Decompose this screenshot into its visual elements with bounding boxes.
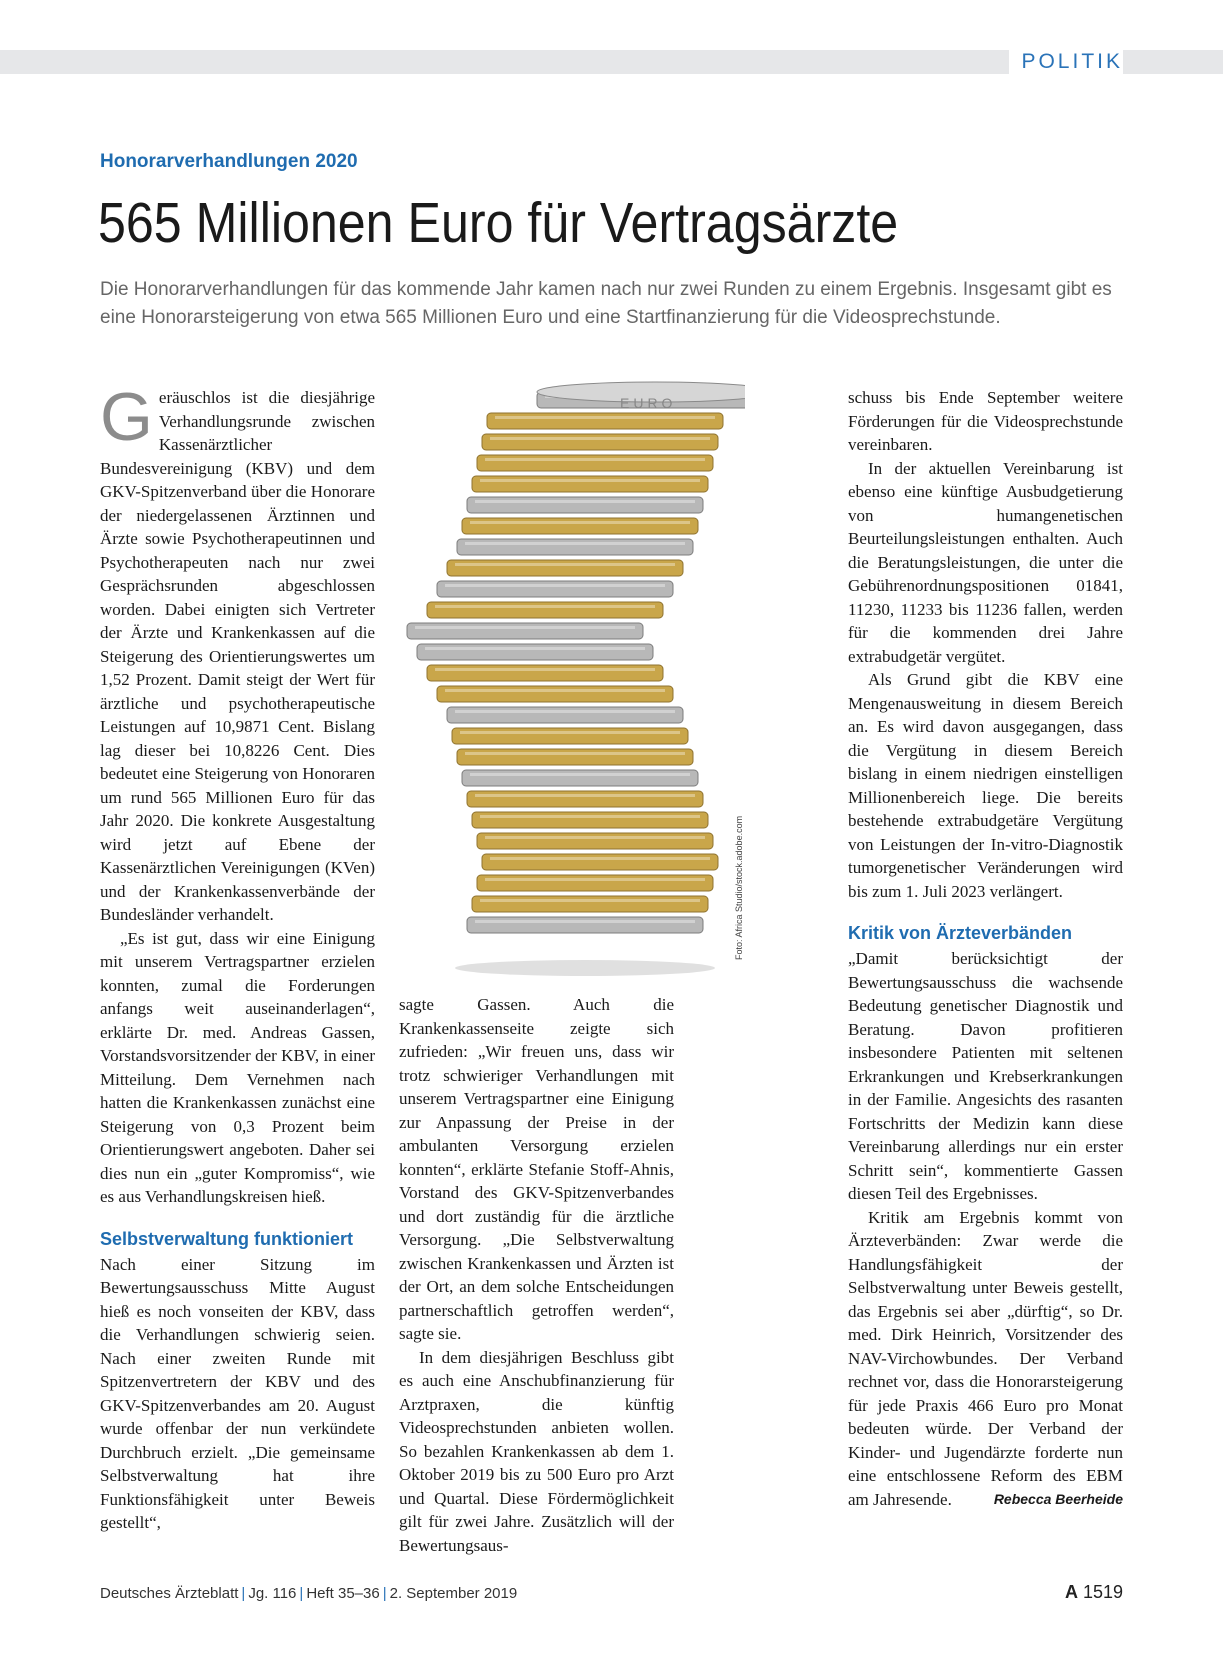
coin-highlight	[495, 416, 715, 419]
coin-edge	[482, 434, 718, 450]
coin-edge	[452, 728, 688, 744]
coin-highlight	[435, 668, 655, 671]
coin-edge	[407, 623, 643, 639]
paragraph: „Es ist gut, dass wir eine Einigung mit unserem Vertragspartner erzielen konnten, zumal die Forderungen anfangs weit auseinanderlagen“, erklärte Dr. med. Andreas Gassen, Vorstandsvorsitzender der KBV, in einer Mitteilung. Dem Vernehmen nach hatten die Krankenkassen zunächst eine Steigerung von 0,3 Prozent beim Orientierungswert angeboten. Daher sei dies nun ein „guter Kompromiss“, wie es aus Verhandlungskreisen hieß.	[100, 928, 375, 1206]
coin-highlight	[465, 752, 685, 755]
coin-edge	[472, 476, 708, 492]
page-number: A 1519	[1064, 1582, 1123, 1602]
coin-stack-photo	[405, 380, 745, 980]
coin-highlight	[480, 899, 700, 902]
article-kicker: Honorarverhandlungen 2020	[100, 151, 358, 172]
coin-edge	[427, 602, 663, 618]
paragraph: schuss bis Ende September weitere Förderungen für die Videosprechstunde vereinbaren.	[848, 388, 1123, 454]
coin-highlight	[445, 689, 665, 692]
coin-highlight	[455, 563, 675, 566]
coin-highlight	[490, 437, 710, 440]
article-column-2	[399, 993, 674, 1557]
coin-highlight	[480, 479, 700, 482]
footer-date: 2. September 2019	[389, 1585, 518, 1602]
coin-highlight	[460, 731, 680, 734]
coin-edge	[467, 917, 703, 933]
coin-highlight	[415, 626, 635, 629]
paragraph: Geräuschlos ist die diesjährige Verhandlungsrunde zwischen Kassenärztlicher Bundesvereinigung (KBV) und dem GKV-Spitzenverband über die Honorare der niedergelassenen Ärztinnen und Ärzte sowie Psychotherapeutinnen und Psychotherapeuten nach nur zwei Gesprächsrunden abgeschlossen worden. Dabei einigten sich Vertreter der Ärzte und Krankenkassen auf die Steigerung des Orientierungswertes um 1,52 Prozent. Damit steigt der Wert für ärztliche und psychotherapeutische Leistungen auf 10,9871 Cent. Bislang lag dieser bei 10,8226 Cent. Dies bedeutet eine Steigerung von Honoraren um rund 565 Millionen Euro für das Jahr 2020. Die konkrete Ausgestaltung wird jetzt auf Ebene der Kassenärztlichen Vereinigungen (KVen) und der Krankenkassenverbände der Bundesländer verhandelt.	[100, 379, 375, 924]
coin-highlight	[445, 584, 665, 587]
paragraph: Als Grund gibt die KBV eine Mengenausweitung in diesem Bereich an. Es wird davon ausgegangen, dass die Vergütung in diesem Bereich bislang in einem niedrigen einstelligen Millionenbereich liege. Die bereits bestehende extrabudgetäre Vergütung von Leistungen der In-vitro-Diagnostik tumorgenetischer Veränderungen wird bis zum 1. Juli 2023 verlängert.	[848, 670, 1123, 901]
coin-edge	[472, 812, 708, 828]
subheading-kritik: Kritik von Ärzteverbänden	[848, 923, 1073, 943]
coin-edge	[482, 854, 718, 870]
coin-highlight	[470, 773, 690, 776]
coin-edge	[462, 770, 698, 786]
coin-edge	[477, 455, 713, 471]
coin-highlight	[475, 920, 695, 923]
paragraph: In dem diesjährigen Beschluss gibt es auch eine Anschubfinanzierung für Arztpraxen, die künftig Videosprechstunden anbieten wollen. So bezahlen Krankenkassen ab dem 1. Oktober 2019 bis zu 500 Euro pro Arzt und Quartal. Diese Fördermöglichkeit gilt für zwei Jahre. Zusätzlich will der Bewertungsaus-	[399, 1347, 674, 1555]
coin-edge	[447, 707, 683, 723]
footer-citation: Deutsches Ärzteblatt | Jg. 116 | Heft 35–36 | 2. September 2019	[100, 1585, 518, 1602]
paragraph: In der aktuellen Vereinbarung ist ebenso eine künftige Ausbudgetierung von humangenetischen Beurteilungsleistungen enthalten. Auch die Beratungsleistungen, die unter die Gebührenordnungspositionen 01841, 11230, 11233 bis 11236 fallen, werden für die kommenden drei Jahre extrabudgetär vergütet.	[848, 458, 1123, 666]
coin-edge	[477, 833, 713, 849]
article-column-1	[100, 379, 375, 1535]
coin-highlight	[455, 710, 675, 713]
coin-edge	[427, 665, 663, 681]
coin-highlight	[465, 542, 685, 545]
article-headline: 565 Millionen Euro für Vertragsärzte	[98, 191, 899, 255]
paragraph: Nach einer Sitzung im Bewertungsausschuss Mitte August hieß es noch vonseiten der KBV, dass die Verhandlungen schwierig seien. Nach einer zweiten Runde mit Spitzenvertretern der KBV und des GKV-Spitzenverbandes am 20. August wurde offenbar der nun verkündete Durchbruch erzielt. „Die gemeinsame Selbstverwaltung hat ihre Funktionsfähigkeit unter Beweis gestellt“,	[100, 1254, 375, 1532]
coin-highlight	[480, 815, 700, 818]
coin-edge	[457, 539, 693, 555]
coin-shadow	[455, 960, 715, 976]
coin-edge	[437, 686, 673, 702]
coin-highlight	[485, 878, 705, 881]
coin-edge	[417, 644, 653, 660]
article-column-3	[848, 386, 1123, 1511]
subheading-selbstverwaltung: Selbstverwaltung funktioniert	[100, 1228, 354, 1249]
coin-edge	[447, 560, 683, 576]
coin-edge	[487, 413, 723, 429]
coin-highlight	[485, 836, 705, 839]
coin-highlight	[485, 458, 705, 461]
coin-highlight	[425, 647, 645, 650]
drop-cap: G	[100, 379, 153, 455]
coin-edge	[477, 875, 713, 891]
coin-edge	[467, 497, 703, 513]
coin-edge	[462, 518, 698, 534]
coin-highlight	[475, 500, 695, 503]
paragraph: sagte Gassen. Auch die Krankenkassenseite zeigte sich zufrieden: „Wir freuen uns, dass wir trotz schwieriger Verhandlungen mit unserem Vertragspartner eine Einigung zur Anpassung der Preise in der ambulanten Versorgung erzielen konnten“, erklärte Stefanie Stoff-Ahnis, Vorstand des GKV-Spitzenverbandes und dort zuständig für die ärztliche Versorgung. „Die Selbstverwaltung zwischen Krankenkassen und Ärzten ist der Ort, an dem solche Entscheidungen partnerschaftlich getroffen werden“, sagte sie.	[399, 995, 674, 1343]
coin-highlight	[470, 521, 690, 524]
coin-text: EURO	[620, 395, 677, 411]
coin-edge	[467, 791, 703, 807]
coin-edge	[437, 581, 673, 597]
paragraph: Kritik am Ergebnis kommt von Ärzteverbänden: Zwar werde die Handlungsfähigkeit der Selbstverwaltung unter Beweis gestellt, das Ergebnis sei aber „dürftig“, so Dr. med. Dirk Heinrich, Vorsitzender des NAV-Virchowbundes. Der Verband rechnet vor, dass die Honorarsteigerung für jede Praxis 466 Euro pro Monat bedeuten würde. Der Verband der Kinder- und Jugendärzte forderte nun eine entschlossene Reform des EBM am Jahresende. Rebecca Beerheide	[848, 1206, 1123, 1512]
photo-credit: Foto: Africa Studio/stock.adobe.com	[734, 815, 744, 960]
article-lead: Die Honorarverhandlungen für das kommende Jahr kamen nach nur zwei Runden zu einem Ergebnis. Insgesamt gibt es eine Honorarsteigerung von etwa 565 Millionen Euro und eine Startfinanzierung für die Videosprechstunde.	[100, 279, 1112, 328]
coin-edge	[457, 749, 693, 765]
paragraph: „Damit berücksichtigt der Bewertungsausschuss die wachsende Bedeutung genetischer Diagnostik und Beratung. Davon profitieren insbesondere Patienten mit seltenen Erkrankungen und Krebserkrankungen in der Familie. Angesichts des rasanten Fortschritts der Medizin kann diese Vereinbarung allerdings nur ein erster Schritt sein“, kommentierte Gassen diesen Teil des Ergebnisses.	[848, 949, 1123, 1203]
coin-highlight	[490, 857, 710, 860]
footer-volume: Jg. 116	[248, 1585, 297, 1602]
coin-highlight	[475, 794, 695, 797]
section-label: POLITIK	[1009, 48, 1123, 76]
author-name: Rebecca Beerheide	[993, 1490, 1123, 1507]
coin-highlight	[435, 605, 655, 608]
footer-publication: Deutsches Ärzteblatt	[100, 1585, 239, 1602]
coin-edge	[472, 896, 708, 912]
footer-issue: Heft 35–36	[306, 1585, 380, 1602]
